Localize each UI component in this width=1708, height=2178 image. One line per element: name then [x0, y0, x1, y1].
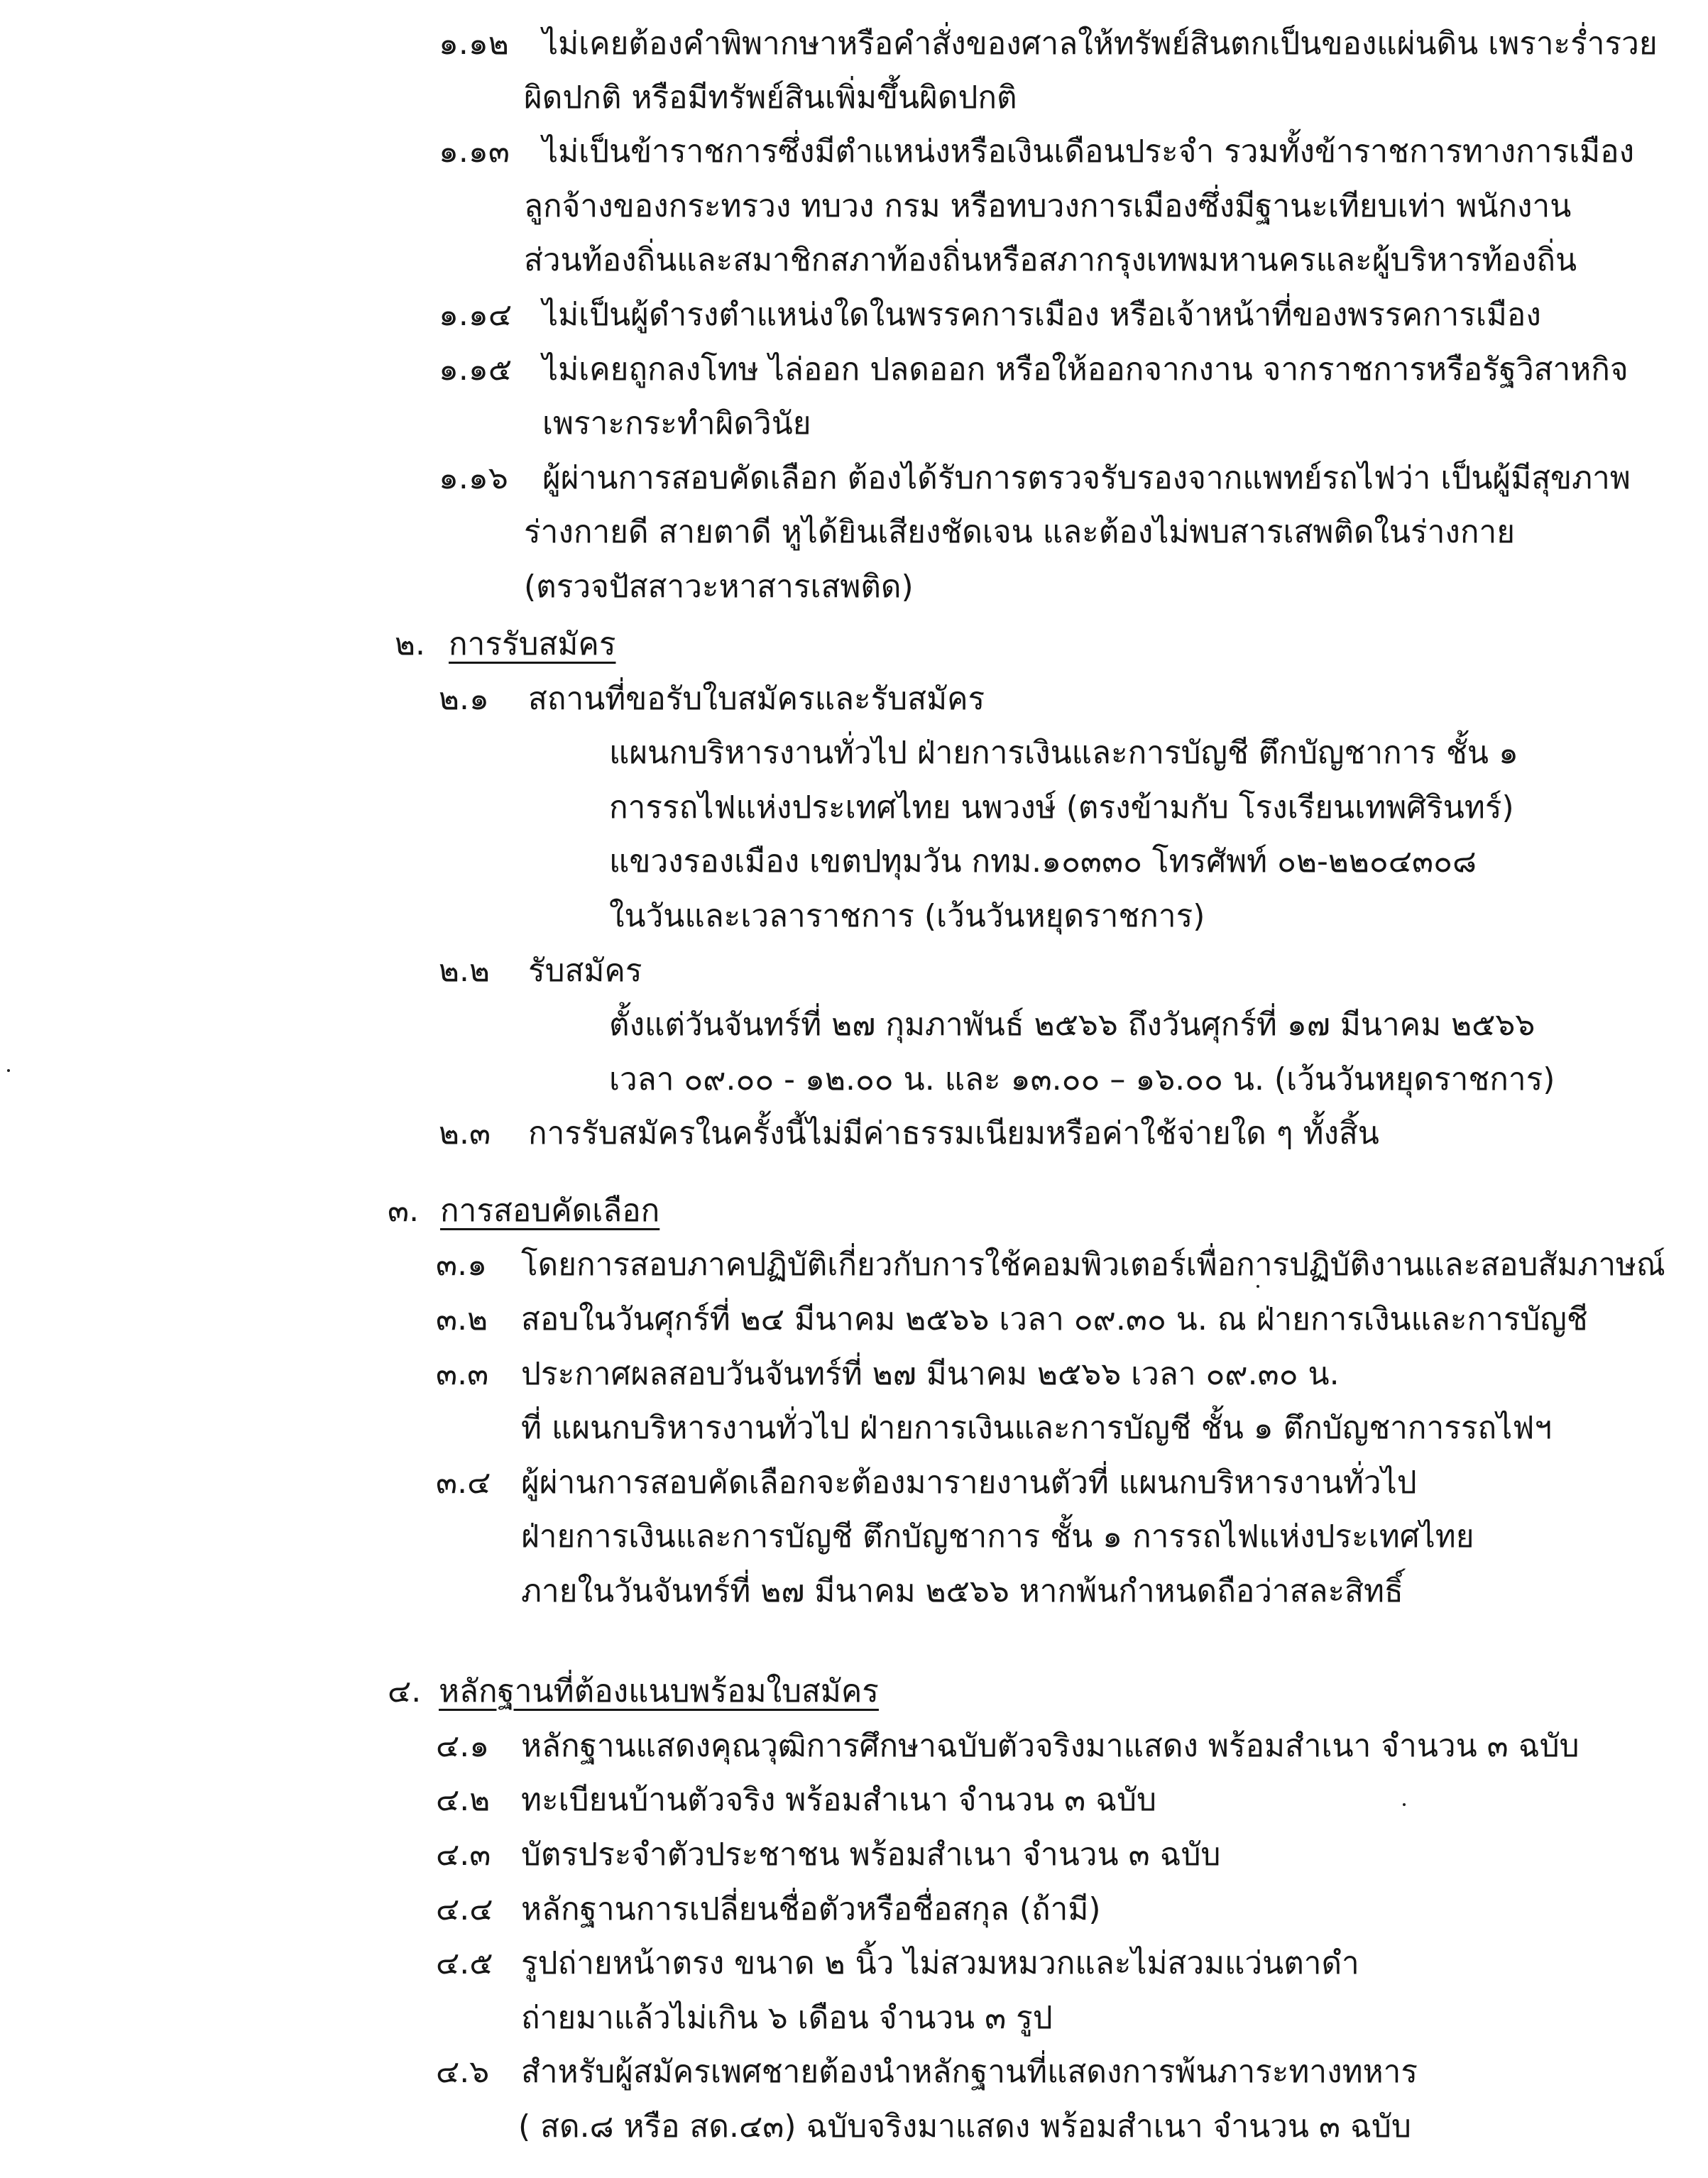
scan-speck: [1403, 1803, 1406, 1806]
item-number: ๔.๑: [436, 1728, 490, 1764]
item-number: ๒.๑: [439, 681, 489, 717]
item-number: ๔.๖: [436, 2054, 490, 2090]
item-text: การรับสมัครในครั้งนี้ไม่มีค่าธรรมเนียมหรือค่าใช้จ่ายใด ๆ ทั้งสิ้น: [528, 1115, 1379, 1151]
item-number: ๑.๑๕: [439, 351, 513, 388]
item-text: สำหรับผู้สมัครเพศชายต้องนำหลักฐานที่แสดงการพ้นภาระทางทหาร: [521, 2054, 1418, 2090]
item-text: ส่วนท้องถิ่นและสมาชิกสภาท้องถิ่นหรือสภากรุงเทพมหานครและผู้บริหารท้องถิ่น: [524, 242, 1577, 278]
item-text: โดยการสอบภาคปฏิบัติเกี่ยวกับการใช้คอมพิวเตอร์เพื่อการปฏิบัติงานและสอบสัมภาษณ์: [521, 1247, 1665, 1283]
item-text: เพราะกระทำผิดวินัย: [542, 405, 811, 442]
scan-speck: [1257, 1285, 1259, 1288]
item-number: ๓.๑: [436, 1247, 487, 1283]
item-number: ๓.๓: [436, 1356, 489, 1392]
item-text: แขวงรองเมือง เขตปทุมวัน กทม.๑๐๓๓๐ โทรศัพท์ ๐๒-๒๒๐๔๓๐๘: [609, 843, 1477, 880]
item-text: ไม่เป็นผู้ดำรงตำแหน่งใดในพรรคการเมือง หรือเจ้าหน้าที่ของพรรคการเมือง: [542, 297, 1541, 333]
item-text: เวลา ๐๙.๐๐ - ๑๒.๐๐ น. และ ๑๓.๐๐ – ๑๖.๐๐ น. (เว้นวันหยุดราชการ): [609, 1061, 1555, 1098]
section-heading: การรับสมัคร: [449, 626, 616, 662]
item-text: ประกาศผลสอบวันจันทร์ที่ ๒๗ มีนาคม ๒๕๖๖ เวลา ๐๙.๓๐ น.: [521, 1356, 1340, 1392]
item-text: หลักฐานแสดงคุณวุฒิการศึกษาฉบับตัวจริงมาแสดง พร้อมสำเนา จำนวน ๓ ฉบับ: [521, 1728, 1580, 1764]
item-number: ๑.๑๒: [439, 26, 509, 62]
item-text: ผู้ผ่านการสอบคัดเลือกจะต้องมารายงานตัวที่ แผนกบริหารงานทั่วไป: [521, 1465, 1417, 1501]
item-text: สอบในวันศุกร์ที่ ๒๔ มีนาคม ๒๕๖๖ เวลา ๐๙.๓๐ น. ณ ฝ่ายการเงินและการบัญชี: [521, 1301, 1588, 1337]
item-number: ๑.๑๓: [439, 133, 510, 170]
item-number: ๔.๔: [436, 1891, 493, 1927]
section-number: ๔.: [388, 1673, 422, 1709]
item-text: ถ่ายมาแล้วไม่เกิน ๖ เดือน จำนวน ๓ รูป: [521, 2000, 1053, 2036]
item-text: ผิดปกติ หรือมีทรัพย์สินเพิ่มขึ้นผิดปกติ: [524, 80, 1017, 116]
section-number: ๒.: [395, 626, 425, 662]
item-text: การรถไฟแห่งประเทศไทย นพวงษ์ (ตรงข้ามกับ โรงเรียนเทพศิรินทร์): [609, 789, 1514, 826]
item-text: ที่ แผนกบริหารงานทั่วไป ฝ่ายการเงินและการบัญชี ชั้น ๑ ตึกบัญชาการรถไฟฯ: [521, 1410, 1553, 1446]
item-text: ลูกจ้างของกระทรวง ทบวง กรม หรือทบวงการเมืองซึ่งมีฐานะเทียบเท่า พนักงาน: [524, 188, 1572, 224]
item-number: ๓.๔: [436, 1465, 491, 1501]
item-text: สถานที่ขอรับใบสมัครและรับสมัคร: [528, 681, 985, 717]
item-text: ตั้งแต่วันจันทร์ที่ ๒๗ กุมภาพันธ์ ๒๕๖๖ ถึงวันศุกร์ที่ ๑๗ มีนาคม ๒๕๖๖: [609, 1007, 1535, 1043]
item-text: ( สด.๘ หรือ สด.๔๓) ฉบับจริงมาแสดง พร้อมสำเนา จำนวน ๓ ฉบับ: [518, 2108, 1411, 2145]
item-text: แผนกบริหารงานทั่วไป ฝ่ายการเงินและการบัญชี ตึกบัญชาการ ชั้น ๑: [609, 735, 1518, 771]
item-text: ไม่เป็นข้าราชการซึ่งมีตำแหน่งหรือเงินเดือนประจำ รวมทั้งข้าราชการทางการเมือง: [542, 133, 1635, 170]
item-text: ไม่เคยต้องคำพิพากษาหรือคำสั่งของศาลให้ทรัพย์สินตกเป็นของแผ่นดิน เพราะร่ำรวย: [542, 26, 1658, 62]
item-text: ร่างกายดี สายตาดี หูได้ยินเสียงชัดเจน และต้องไม่พบสารเสพติดในร่างกาย: [524, 514, 1516, 550]
section-heading: หลักฐานที่ต้องแนบพร้อมใบสมัคร: [439, 1673, 879, 1709]
item-text: ฝ่ายการเงินและการบัญชี ตึกบัญชาการ ชั้น ๑ การรถไฟแห่งประเทศไทย: [521, 1518, 1474, 1555]
item-number: ๔.๓: [436, 1837, 491, 1873]
item-text: ภายในวันจันทร์ที่ ๒๗ มีนาคม ๒๕๖๖ หากพ้นกำหนดถือว่าสละสิทธิ์: [521, 1573, 1403, 1609]
item-text: บัตรประจำตัวประชาชน พร้อมสำเนา จำนวน ๓ ฉบับ: [521, 1837, 1221, 1873]
item-number: ๑.๑๔: [439, 297, 513, 333]
item-number: ๔.๒: [436, 1782, 491, 1818]
item-text: หลักฐานการเปลี่ยนชื่อตัวหรือชื่อสกุล (ถ้ามี): [521, 1891, 1101, 1927]
item-text: ไม่เคยถูกลงโทษ ไล่ออก ปลดออก หรือให้ออกจากงาน จากราชการหรือรัฐวิสาหกิจ: [542, 351, 1628, 388]
item-number: ๔.๕: [436, 1945, 493, 1981]
item-number: ๓.๒: [436, 1301, 488, 1337]
item-text: รับสมัคร: [528, 953, 642, 989]
item-text: ทะเบียนบ้านตัวจริง พร้อมสำเนา จำนวน ๓ ฉบับ: [521, 1782, 1157, 1818]
item-number: ๒.๒: [439, 953, 490, 989]
section-heading: การสอบคัดเลือก: [440, 1193, 660, 1229]
item-number: ๑.๑๖: [439, 460, 508, 496]
item-text: ในวันและเวลาราชการ (เว้นวันหยุดราชการ): [609, 898, 1205, 934]
scan-speck: [7, 1069, 10, 1072]
item-text: รูปถ่ายหน้าตรง ขนาด ๒ นิ้ว ไม่สวมหมวกและไม่สวมแว่นตาดำ: [521, 1945, 1359, 1981]
item-number: ๒.๓: [439, 1115, 491, 1151]
item-text: ผู้ผ่านการสอบคัดเลือก ต้องได้รับการตรวจรับรองจากแพทย์รถไฟว่า เป็นผู้มีสุขภาพ: [542, 460, 1631, 496]
section-number: ๓.: [388, 1193, 420, 1229]
item-text: (ตรวจปัสสาวะหาสารเสพติด): [524, 569, 914, 605]
